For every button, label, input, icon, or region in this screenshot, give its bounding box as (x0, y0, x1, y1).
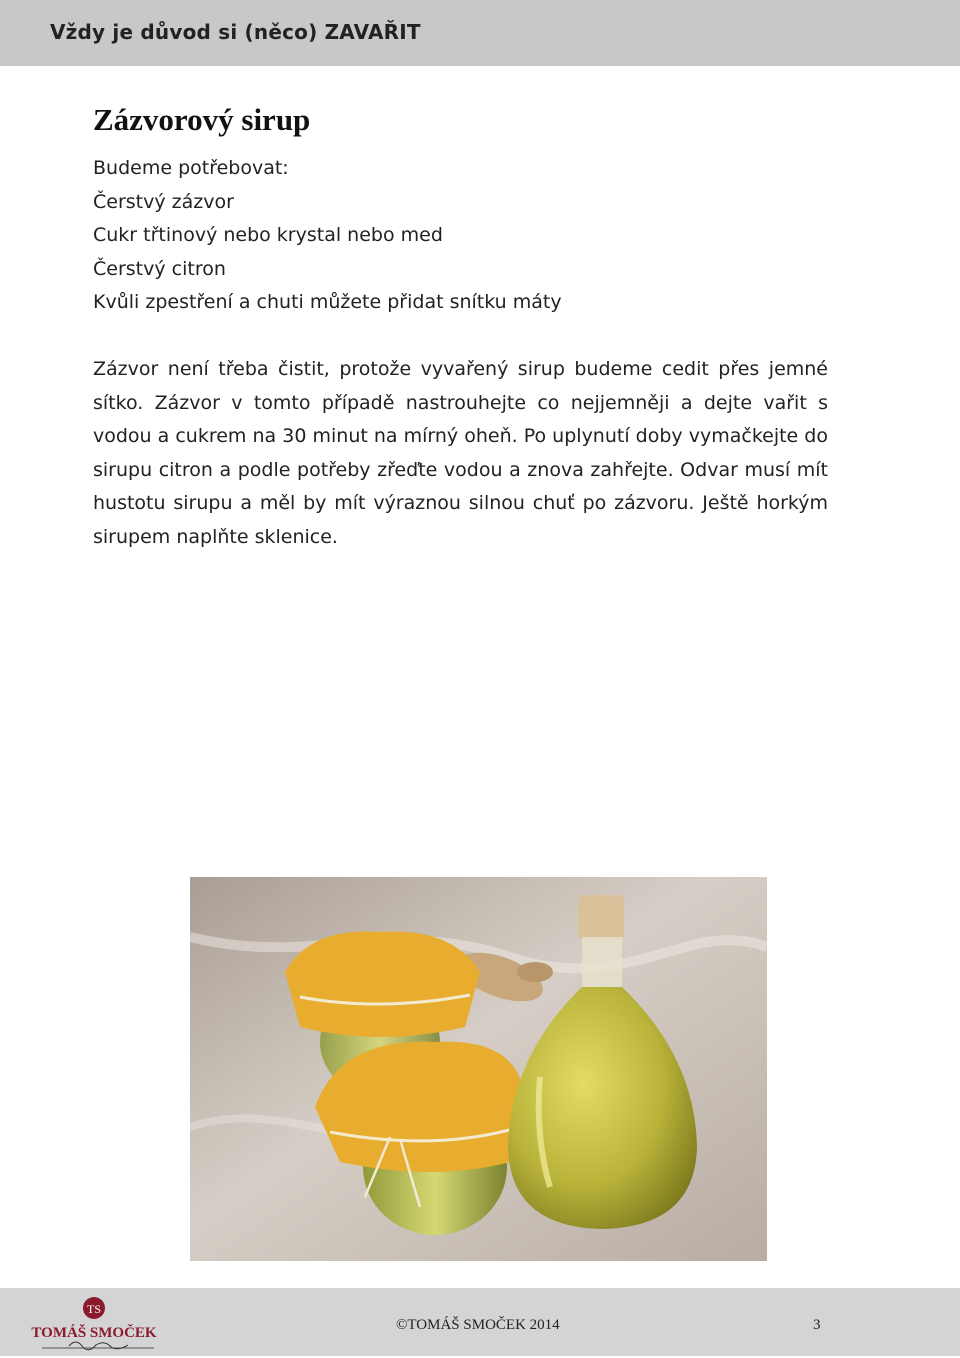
logo-name: TOMÁŠ SMOČEK (31, 1325, 157, 1341)
copyright-text: TOMÁŠ SMOČEK 2014 (407, 1317, 560, 1333)
ingredient-item: Cukr třtinový nebo krystal nebo med (93, 224, 443, 246)
header-title: Vždy je důvod si (něco) ZAVAŘIT (50, 20, 421, 44)
copyright (396, 1317, 560, 1334)
author-logo-mark (24, 1294, 169, 1354)
author-logo (24, 1294, 169, 1354)
method-paragraph: Zázvor není třeba čistit, protože vyvařený sirup budeme cedit přes jemné sítko. Zázvor v tomto případě nastrouhejte co nejjemněji a dejte vařit s vodou a cukrem na 30 minut na mírný oheň. Po uplynutí doby vymačkejte do sirupu citron a podle potřeby zřeďte vodou a znova zahřejte. Odvar musí mít hustotu sirupu a měl by mít výraznou silnou chuť po zázvoru. Ještě horkým sirupem naplňte sklenice. (93, 358, 828, 548)
header-bar (0, 0, 960, 66)
ingredient-item: Čerstvý citron (93, 257, 226, 280)
page-number: 3 (813, 1317, 821, 1333)
recipe-title: Zázvorový sirup (93, 102, 311, 137)
logo-monogram: TS (86, 1302, 102, 1316)
ingredients-heading: Budeme potřebovat: (93, 157, 289, 179)
logo-signature (69, 1342, 128, 1350)
ingredients-list (93, 152, 562, 320)
copyright-symbol: © (396, 1317, 408, 1333)
recipe-photo-illustration (190, 877, 767, 1261)
ingredient-item: Kvůli zpestření a chuti můžete přidat snítku máty (93, 291, 562, 313)
recipe-photo (190, 877, 767, 1261)
ingredient-item: Čerstvý zázvor (93, 190, 234, 213)
